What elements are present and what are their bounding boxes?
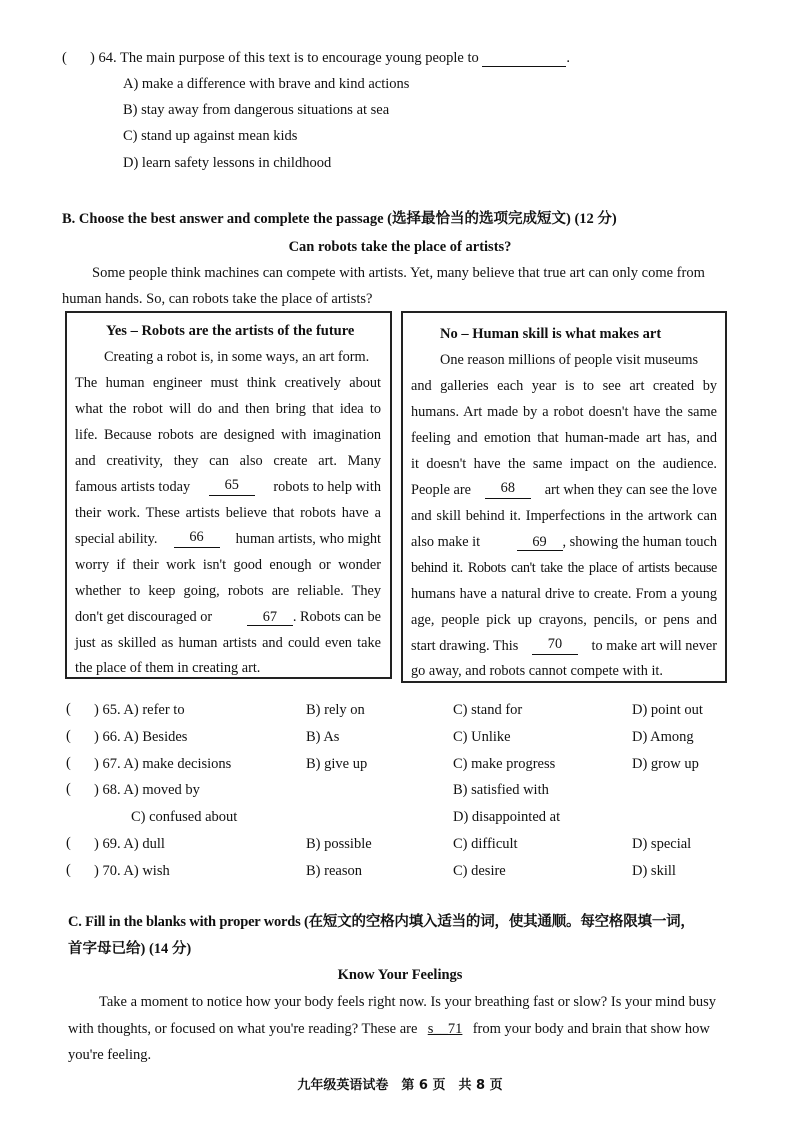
blank-69[interactable]: 69 (517, 535, 563, 551)
text: to make art will never (591, 638, 717, 654)
box-line: worry if their work isn't good enough or wonder (75, 557, 381, 573)
stem-end: . (566, 50, 570, 66)
box-line: Creating a robot is, in some ways, an art form. (104, 349, 370, 365)
text: art when they can see the love (544, 482, 717, 498)
box-line: and galleries each year is to see art created by (411, 378, 717, 394)
box-line-blank-67 (75, 608, 381, 626)
option-b: B) possible (306, 836, 372, 852)
box-line: the place of them in creating art. (75, 660, 261, 676)
box-line: whether to keep going, robots are reliable. They (75, 583, 381, 599)
text: special ability. (75, 531, 158, 547)
page-footer: 九年级英语试卷 第 6 页 共 8 页 (297, 1078, 503, 1093)
option-d: D) learn safety lessons in childhood (123, 155, 332, 171)
option-a: ) 68. A) moved by (94, 782, 200, 798)
answer-paren[interactable]: ( (62, 50, 67, 66)
blank-71[interactable]: s__71 (427, 1021, 463, 1037)
box-line: what the robot will do and then bring that idea to (75, 401, 381, 417)
stem-text: 64. The main purpose of this text is to encourage young people to (98, 50, 479, 66)
box-line: The human engineer must think creatively about (75, 375, 381, 391)
blank-66[interactable]: 66 (174, 530, 220, 548)
text: with thoughts, or focused on what you're reading? These are (68, 1021, 418, 1037)
box-line-blank-69 (411, 533, 717, 551)
section-c-heading-line-2: 首字母已给) (14 分) (68, 941, 192, 957)
passage-c-line-1: Take a moment to notice how your body feels right now. Is your breathing fast or slow? Is your mind busy (99, 994, 716, 1010)
option-a: A) make a difference with brave and kind actions (123, 76, 410, 92)
text: People are (411, 482, 471, 498)
text: from your body and brain that show how (472, 1021, 710, 1037)
passage-c-line-2 (68, 1020, 710, 1038)
answer-paren[interactable]: ( (66, 781, 71, 797)
box-line: humans. Art made by a robot doesn't have the same (411, 404, 717, 420)
box-line-blank-70 (411, 637, 717, 655)
box-line: humans have a natural drive to create. From a young (411, 586, 717, 602)
answer-paren[interactable]: ( (66, 862, 71, 878)
option-d: D) skill (632, 863, 676, 879)
option-b: B) stay away from dangerous situations at sea (123, 102, 390, 118)
option-c: C) difficult (453, 836, 518, 852)
intro-line-1: Some people think machines can compete with artists. Yet, many believe that true art can only come from (92, 265, 705, 281)
passage-title: Can robots take the place of artists? (288, 239, 512, 255)
option-c: C) make progress (453, 756, 556, 772)
box-line: it doesn't have the same impact on the audience. (411, 456, 717, 472)
text: robots to help with (273, 479, 381, 495)
option-c: C) stand for (453, 702, 523, 718)
answer-blank[interactable] (482, 51, 566, 67)
box-line: One reason millions of people visit museums (440, 352, 699, 368)
option-a: ) 67. A) make decisions (94, 756, 232, 772)
section-b-heading: B. Choose the best answer and complete the passage (选择最恰当的选项完成短文) (12 分) (62, 211, 617, 227)
text: famous artists today (75, 479, 191, 495)
text: start drawing. This (411, 638, 519, 654)
passage-c-line-3: you're feeling. (68, 1047, 152, 1063)
option-d: D) special (632, 836, 692, 852)
answer-paren[interactable]: ( (66, 701, 71, 717)
option-c: C) Unlike (453, 729, 511, 745)
option-d: D) Among (632, 729, 694, 745)
option-a: ) 66. A) Besides (94, 729, 188, 745)
box-line: life. Because robots are designed with imagination (75, 427, 381, 443)
answer-paren[interactable]: ( (66, 755, 71, 771)
option-a: ) 70. A) wish (94, 863, 170, 879)
blank-68[interactable]: 68 (485, 481, 531, 499)
answer-paren[interactable]: ( (66, 728, 71, 744)
option-c: C) desire (453, 863, 506, 879)
option-b: B) reason (306, 863, 362, 879)
text: , showing the human touch (562, 534, 717, 550)
option-b: B) As (306, 729, 340, 745)
box-line: their work. These artists believe that robots have a (75, 505, 381, 521)
box-line: feeling and emotion that human-made art has, and (411, 430, 717, 446)
text: don't get discouraged or (75, 609, 213, 625)
option-b: B) rely on (306, 702, 365, 718)
option-d: D) disappointed at (453, 809, 561, 825)
box-line: behind it. Robots can't take the place of artists because (411, 560, 717, 576)
option-c: C) confused about (131, 809, 238, 825)
box-line: and creativity, they can also create art. Many (75, 453, 381, 469)
passage-c-title: Know Your Feelings (337, 967, 463, 983)
box-line: just as skilled as human artists and could even take (75, 635, 381, 651)
box-line: go away, and robots cannot compete with it. (411, 663, 663, 679)
question-64-stem (90, 49, 570, 67)
blank-70[interactable]: 70 (532, 637, 578, 655)
option-b: B) satisfied with (453, 782, 549, 798)
option-d: D) grow up (632, 756, 699, 772)
text: human artists, who might (235, 531, 381, 547)
text: also make it (411, 534, 481, 550)
box-line-blank-65 (75, 478, 381, 496)
box-line: and skill behind it. Imperfections in the artwork can (411, 508, 717, 524)
option-d: D) point out (632, 702, 703, 718)
box-line-blank-68 (411, 481, 717, 499)
blank-65[interactable]: 65 (209, 478, 255, 496)
intro-line-2: human hands. So, can robots take the place of artists? (62, 291, 373, 307)
option-c: C) stand up against mean kids (123, 128, 298, 144)
option-a: ) 69. A) dull (94, 836, 165, 852)
option-a: ) 65. A) refer to (94, 702, 185, 718)
section-c-heading-line-1: C. Fill in the blanks with proper words (在短文的空格内填入适当的词，使其通顺。每空格限填一词， (68, 914, 695, 930)
blank-67[interactable]: 67 (247, 610, 293, 626)
box-line-blank-66 (75, 530, 381, 548)
text: . Robots can be (292, 609, 381, 625)
yes-box-title: Yes – Robots are the artists of the future (106, 323, 355, 339)
box-line: age, people pick up crayons, pencils, or pens and (411, 612, 717, 628)
option-b: B) give up (306, 756, 368, 772)
no-box-title: No – Human skill is what makes art (440, 326, 662, 342)
answer-paren[interactable]: ( (66, 835, 71, 851)
paren-close: ) (90, 50, 95, 66)
